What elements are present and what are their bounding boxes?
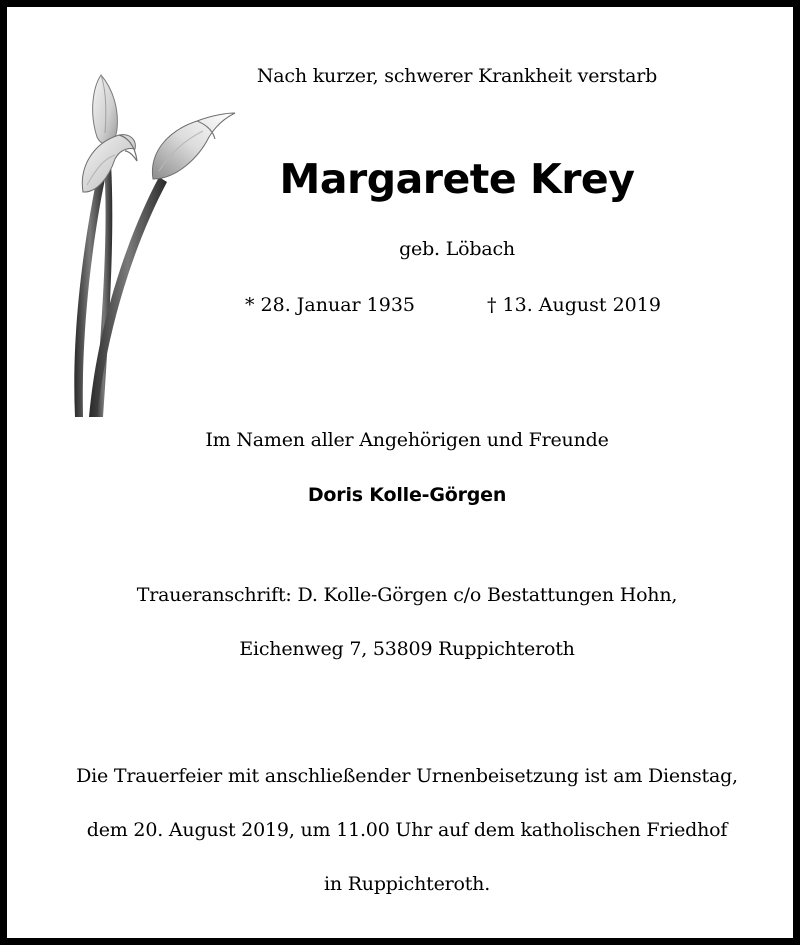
maiden-name: geb. Löbach: [399, 238, 515, 260]
funeral-info-line1: Die Trauerfeier mit anschließender Urnenbeisetzung ist am Dienstag,: [76, 765, 738, 787]
death-date: † 13. August 2019: [487, 294, 661, 316]
on-behalf-text: Im Namen aller Angehörigen und Freunde: [205, 429, 609, 451]
intro-text: Nach kurzer, schwerer Krankheit verstarb: [256, 65, 658, 87]
funeral-info-line2: dem 20. August 2019, um 11.00 Uhr auf dem katholischen Friedhof: [86, 819, 728, 841]
mourning-address-line2: Eichenweg 7, 53809 Ruppichteroth: [239, 638, 575, 660]
funeral-info-line3: in Ruppichteroth.: [323, 873, 491, 895]
mourner-name: Doris Kolle-Görgen: [307, 484, 507, 506]
birth-date: * 28. Januar 1935: [245, 294, 416, 316]
mourning-address-line1: Traueranschrift: D. Kolle-Görgen c/o Bestattungen Hohn,: [136, 584, 678, 606]
deceased-name: Margarete Krey: [279, 155, 635, 203]
